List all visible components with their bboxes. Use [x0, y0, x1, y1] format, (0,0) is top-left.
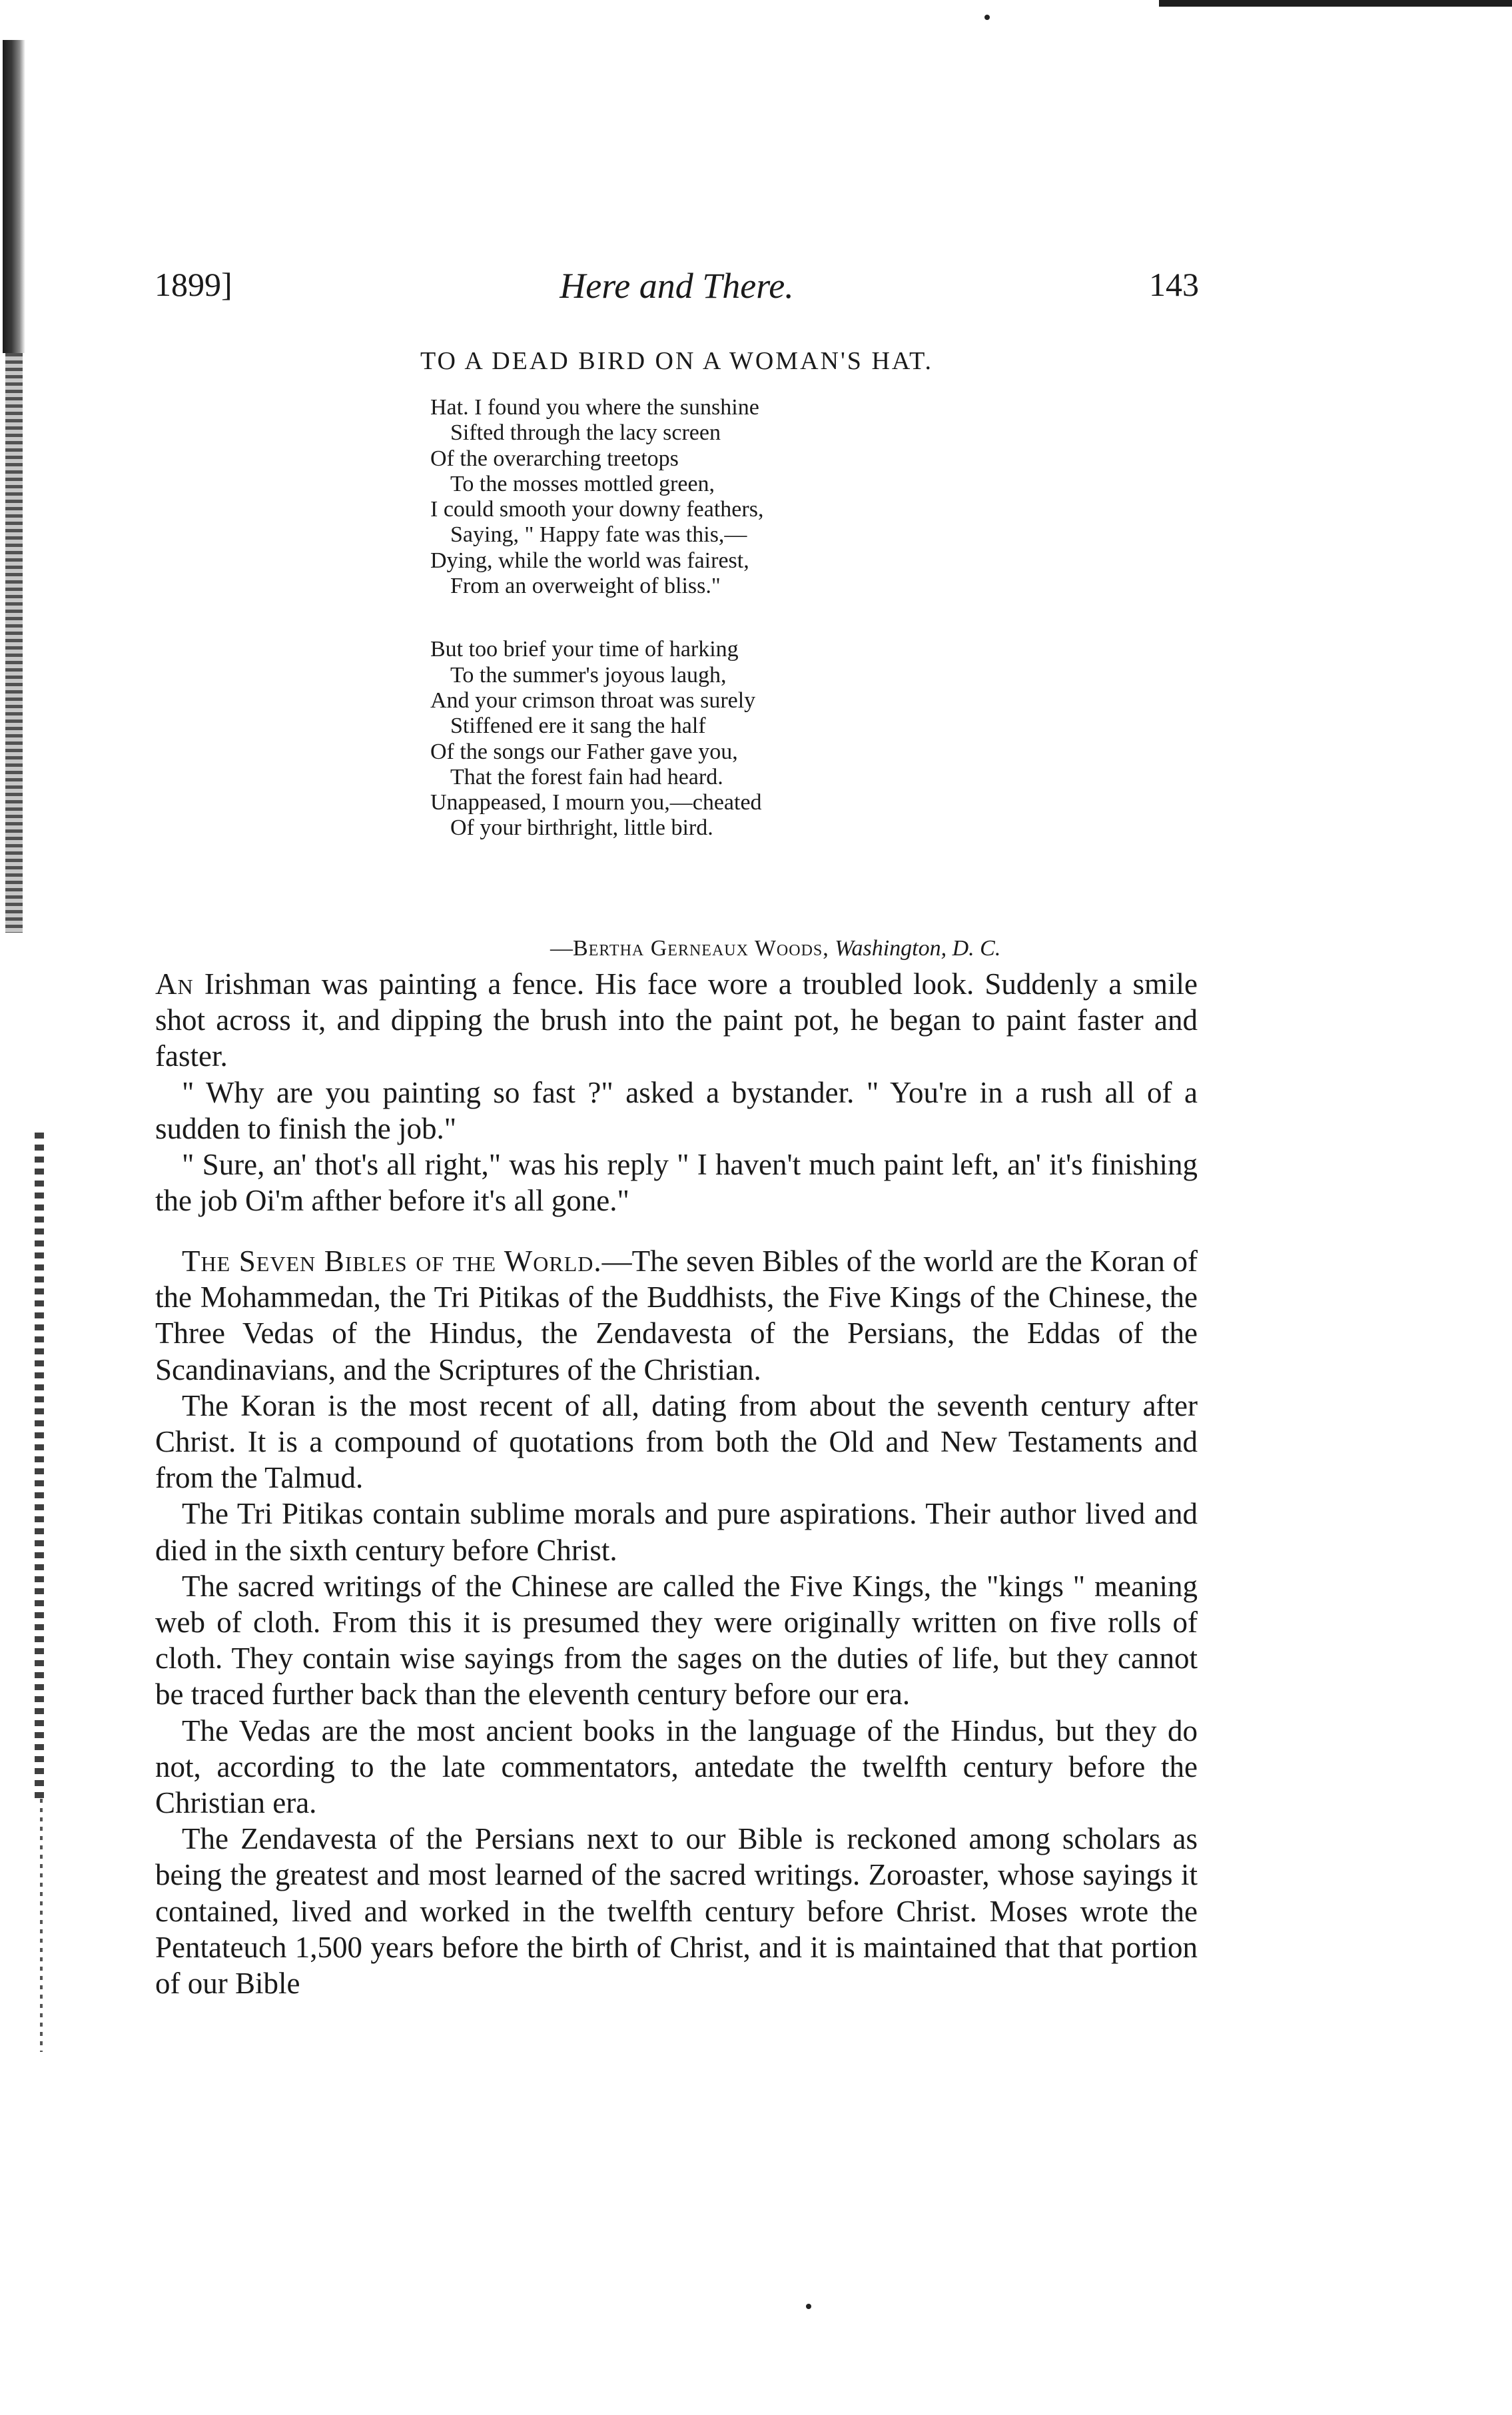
poem-line: That the forest fain had heard. — [450, 764, 723, 789]
poem-line: From an overweight of bliss." — [450, 574, 721, 599]
paragraph: " Sure, an' thot's all right," was his reply " I haven't much paint left, an' it's finishing the job Oi'm afther before it's all gone." — [155, 1148, 1198, 1218]
scan-binding-edge — [0, 0, 63, 1546]
binding-shadow — [5, 353, 23, 933]
poem-line: Dying, while the world was fairest, — [430, 548, 749, 573]
poem-line: I could smooth your downy feathers, — [430, 497, 764, 522]
poem — [430, 395, 1203, 841]
binding-shadow — [3, 40, 25, 353]
poem-line: Stiffened ere it sang the half — [450, 714, 706, 739]
poem-stanza — [430, 637, 1203, 841]
page-number: 143 — [1149, 266, 1199, 303]
paragraph: The Koran is the most recent of all, dating from about the seventh century after Christ. It is a compound of quotations from both the Old and New Testaments and from the Talmud. — [155, 1388, 1198, 1495]
poem-title: TO A DEAD BIRD ON A WOMAN'S HAT. — [420, 347, 934, 375]
ink-speck — [806, 2304, 811, 2309]
top-edge-rule — [1159, 0, 1512, 7]
paragraph: The Zendavesta of the Persians next to our Bible is reckoned among scholars as being the greatest and most learned of the sacred writings. Zoroaster, whose sayings it contained, lived and worked in the twelfth century before Christ. Moses wrote the Pentateuch 1,500 years before the birth of Christ, and it is maintained that that portion of our Bible — [155, 1822, 1198, 2001]
paragraph: The Tri Pitikas contain sublime morals and pure aspirations. Their author lived and died in the sixth century before Christ. — [155, 1497, 1198, 1567]
binding-shadow — [40, 1799, 43, 2052]
seven-bibles-article — [155, 1243, 1198, 2001]
attribution-dash: — — [550, 936, 573, 961]
poem-line: Of your birthright, little bird. — [450, 815, 713, 841]
poem-line: Of the songs our Father gave you, — [430, 739, 738, 764]
ink-speck — [984, 15, 990, 20]
running-head-year: 1899] — [155, 266, 232, 303]
paragraph — [155, 966, 1198, 1075]
paragraph: " Why are you painting so fast ?" asked a bystander. " You're in a rush all of a sudden to finish the job." — [155, 1075, 1198, 1145]
poem-line: And your crimson throat was surely — [430, 688, 756, 713]
poem-line: But too brief your time of harking — [430, 637, 739, 662]
paragraph: The sacred writings of the Chinese are called the Five Kings, the "kings " meaning web of cloth. From this it is presumed they were originally written on five rolls of cloth. They contain wise sayings from the sages on the duties of life, but they cannot be traced further back than the eleventh century before our era. — [155, 1569, 1198, 1711]
article-heading: The Seven Bibles of the World. — [182, 1244, 602, 1278]
attribution-author: Bertha Gerneaux Woods, — [573, 936, 829, 961]
poem-line: Unappeased, I mourn you,—cheated — [430, 790, 762, 815]
binding-shadow — [35, 1133, 44, 1799]
poem-line: To the mosses mottled green, — [450, 471, 715, 496]
running-head — [155, 265, 1199, 312]
poem-line: Saying, " Happy fate was this,— — [450, 522, 747, 548]
running-head-title: Here and There. — [560, 266, 794, 306]
poem-line: Hat. I found you where the sunshine — [430, 395, 759, 420]
poem-line: Of the overarching treetops — [430, 446, 679, 471]
irishman-anecdote — [155, 966, 1198, 1218]
poem-line: To the summer's joyous laugh, — [450, 662, 727, 688]
paragraph-text: —The seven Bibles of the world are the Koran of the Mohammedan, the Tri Pitikas of the Buddhists, the Five Kings of the Chinese, the Three Vedas of the Hindus, the Zendavesta of the Persians, the Eddas of the Scandinavians, and the Scriptures of the Christian. — [155, 1244, 1198, 1386]
paragraph-text: Irishman was painting a fence. His face wore a troubled look. Suddenly a smile shot across it, and dipping the brush into the paint pot, he began to paint faster and faster. — [155, 967, 1198, 1073]
poem-attribution — [550, 936, 1203, 961]
poem-stanza — [430, 395, 1203, 599]
paragraph: The Vedas are the most ancient books in the language of the Hindus, but they do not, according to the late commentators, antedate the twelfth century before the Christian era. — [155, 1713, 1198, 1820]
poem-line: Sifted through the lacy screen — [450, 420, 721, 446]
paragraph — [155, 1243, 1198, 1388]
paragraph-lead: An — [155, 967, 194, 1001]
attribution-place: Washington, D. C. — [835, 936, 1001, 961]
